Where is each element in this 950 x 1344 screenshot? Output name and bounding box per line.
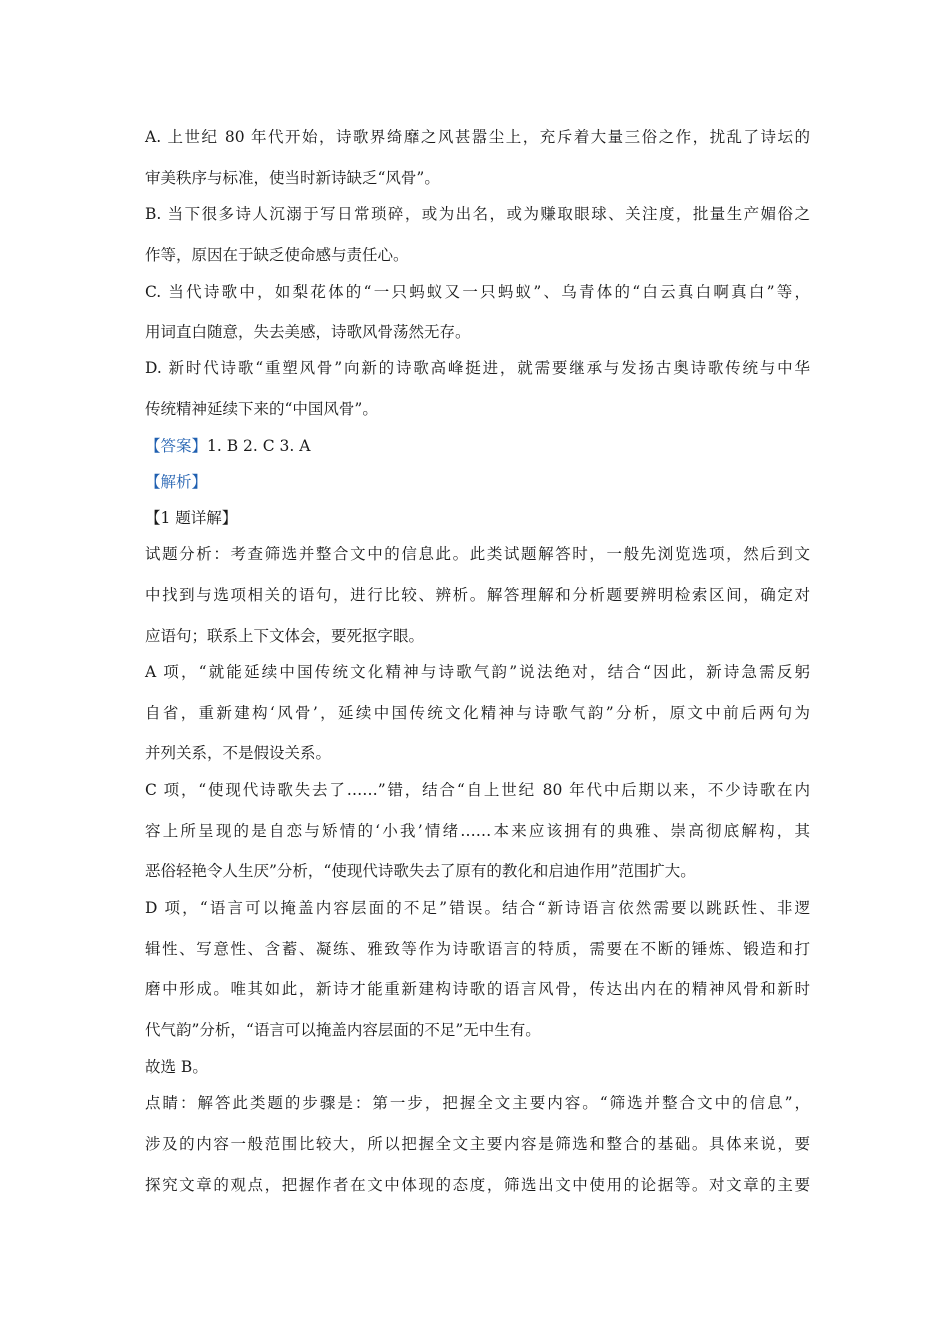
- analysis-line: C 项，“使现代诗歌失去了……”错，结合“自上世纪 80 年代中后期以来，不少诗歌在内: [145, 781, 810, 799]
- tip-line: 涉及的内容一般范围比较大，所以把握全文主要内容是筛选和整合的基础。具体来说，要: [145, 1135, 810, 1153]
- tip-line: 探究文章的观点，把握作者在文中体现的态度，筛选出文中使用的论据等。对文章的主要: [145, 1176, 810, 1194]
- analysis-line: 磨中形成。唯其如此，新诗才能重新建构诗歌的语言风骨，传达出内在的精神风骨和新时: [145, 980, 810, 998]
- analysis-line: 应语句；联系上下文体会，要死抠字眼。: [145, 627, 425, 645]
- answer-label: 【答案】: [145, 437, 208, 455]
- option-a-line-2: 审美秩序与标准，使当时新诗缺乏“风骨”。: [145, 169, 440, 187]
- q1-heading: 【1 题详解】: [145, 509, 238, 527]
- option-b-line-1: B. 当下很多诗人沉溺于写日常琐碎，或为出名，或为赚取眼球、关注度，批量生产媚俗之: [145, 205, 810, 223]
- analysis-line: D 项，“语言可以掩盖内容层面的不足”错误。结合“新诗语言依然需要以跳跃性、非逻: [145, 899, 810, 917]
- analysis-line: 辑性、写意性、含蓄、凝练、雅致等作为诗歌语言的特质，需要在不断的锤炼、锻造和打: [145, 940, 810, 958]
- analysis-line: A 项，“就能延续中国传统文化精神与诗歌气韵”说法绝对，结合“因此，新诗急需反躬: [145, 663, 810, 681]
- option-d-line-2: 传统精神延续下来的“中国风骨”。: [145, 400, 378, 418]
- option-b-line-2: 作等，原因在于缺乏使命感与责任心。: [145, 246, 409, 264]
- analysis-label: 【解析】: [145, 473, 208, 491]
- answer-text: 1. B 2. C 3. A: [207, 437, 311, 455]
- analysis-line: 并列关系，不是假设关系。: [145, 744, 332, 762]
- analysis-line: 试题分析：考查筛选并整合文中的信息此。此类试题解答时，一般先浏览选项，然后到文: [145, 545, 810, 563]
- analysis-line: 容上所呈现的是自恋与矫情的‘小我’情绪……本来应该拥有的典雅、崇高彻底解构，其: [145, 822, 810, 840]
- analysis-line: 中找到与选项相关的语句，进行比较、辨析。解答理解和分析题要辨明检索区间，确定对: [145, 586, 810, 604]
- analysis-line: 恶俗轻艳令人生厌”分析，“使现代诗歌失去了原有的教化和启迪作用”范围扩大。: [145, 862, 696, 880]
- analysis-line: 自省，重新建构‘风骨’，延续中国传统文化精神与诗歌气韵”分析，原文中前后两句为: [145, 704, 810, 722]
- option-c-line-2: 用词直白随意，失去美感，诗歌风骨荡然无存。: [145, 323, 471, 341]
- answer-line: [145, 436, 810, 456]
- tip-line: 点睛：解答此类题的步骤是：第一步，把握全文主要内容。“筛选并整合文中的信息”，: [145, 1094, 810, 1112]
- option-a-line-1: A. 上世纪 80 年代开始，诗歌界绮靡之风甚嚣尘上，充斥着大量三俗之作，扰乱了诗坛的: [145, 128, 810, 146]
- analysis-line: 代气韵”分析，“语言可以掩盖内容层面的不足”无中生有。: [145, 1021, 541, 1039]
- option-c-line-1: C. 当代诗歌中，如梨花体的“一只蚂蚁又一只蚂蚁”、乌青体的“白云真白啊真白”等，: [145, 283, 810, 301]
- conclusion-line: 故选 B。: [145, 1058, 208, 1076]
- option-d-line-1: D. 新时代诗歌“重塑风骨”向新的诗歌高峰挺进，就需要继承与发扬古奥诗歌传统与中华: [145, 359, 810, 377]
